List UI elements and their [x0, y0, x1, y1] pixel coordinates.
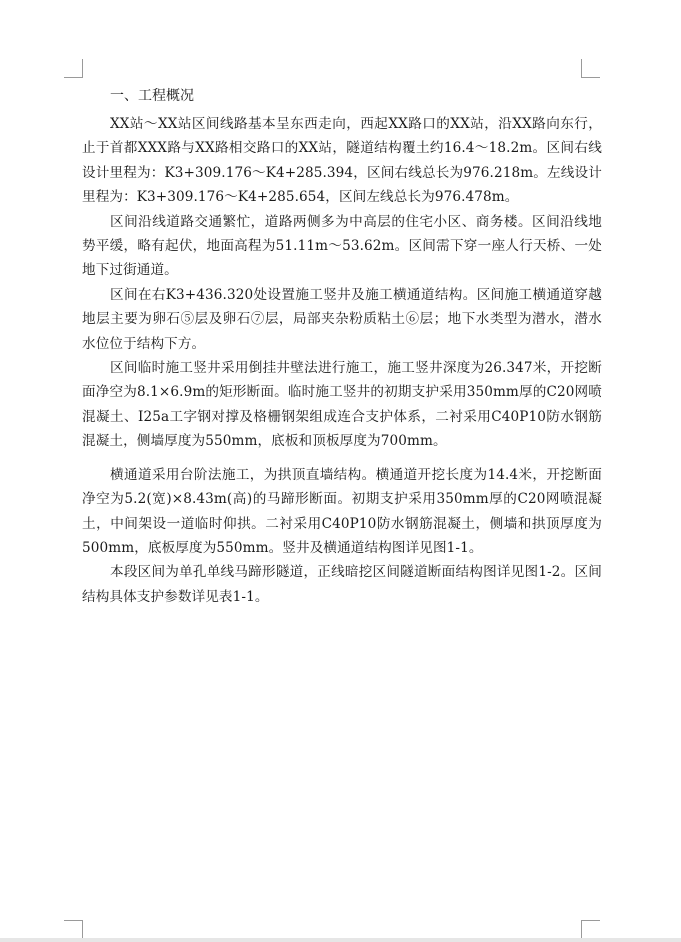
- paragraph-shaft-location: 区间在右K3+436.320处设置施工竖井及施工横通道结构。区间施工横通道穿越地层主要为卵石⑤层及卵石⑦层，局部夹杂粉质粘土⑥层；地下水类型为潜水，潜水水位位于结构下方。: [82, 286, 602, 352]
- section-heading: 一、工程概况: [110, 88, 194, 104]
- paragraph-tunnel-section: 本段区间为单孔单线马蹄形隧道，正线暗挖区间隧道断面结构图详见图1-2。区间结构具体支护参数详见表1-1。: [82, 564, 602, 605]
- page-bottom-edge: [0, 938, 681, 942]
- margin-mark-bottom-right: [581, 920, 600, 939]
- document-body: [82, 84, 602, 609]
- paragraph-overview: XX站～XX站区间线路基本呈东西走向，西起XX路口的XX站，沿XX路向东行，止于首都XXX路与XX路相交路口的XX站，隧道结构覆土约16.4～18.2m。区间右线设计里程为：K3+309.176～K4+285.394，区间右线总长为976.218m。左线设计里程为：K3+309.176～K4+285.654，区间左线总长为976.478m。: [82, 116, 602, 206]
- paragraph-cross-passage: 横通道采用台阶法施工，为拱顶直墙结构。横通道开挖长度为14.4米，开挖断面净空为5.2(宽)×8.43m(高)的马蹄形断面。初期支护采用350mm厚的C20网喷混凝土，中间架设一道临时仰拱。二衬采用C40P10防水钢筋混凝土，侧墙和拱顶厚度为500mm，底板厚度为550mm。竖井及横通道结构图详见图1-1。: [82, 466, 602, 556]
- margin-mark-top-left: [64, 59, 83, 78]
- margin-mark-top-right: [581, 59, 600, 78]
- paragraph-surroundings: 区间沿线道路交通繁忙，道路两侧多为中高层的住宅小区、商务楼。区间沿线地势平缓，略有起伏，地面高程为51.11m～53.62m。区间需下穿一座人行天桥、一处地下过街通道。: [82, 213, 602, 279]
- margin-mark-bottom-left: [64, 920, 83, 939]
- paragraph-shaft-construction: 区间临时施工竖井采用倒挂井壁法进行施工，施工竖井深度为26.347米，开挖断面净空为8.1×6.9m的矩形断面。临时施工竖井的初期支护采用350mm厚的C20网喷混凝土、I25a工字钢对撑及格栅钢架组成连合支护体系，二衬采用C40P10防水钢筋混凝土，侧墙厚度为550mm，底板和顶板厚度为700mm。: [82, 360, 602, 450]
